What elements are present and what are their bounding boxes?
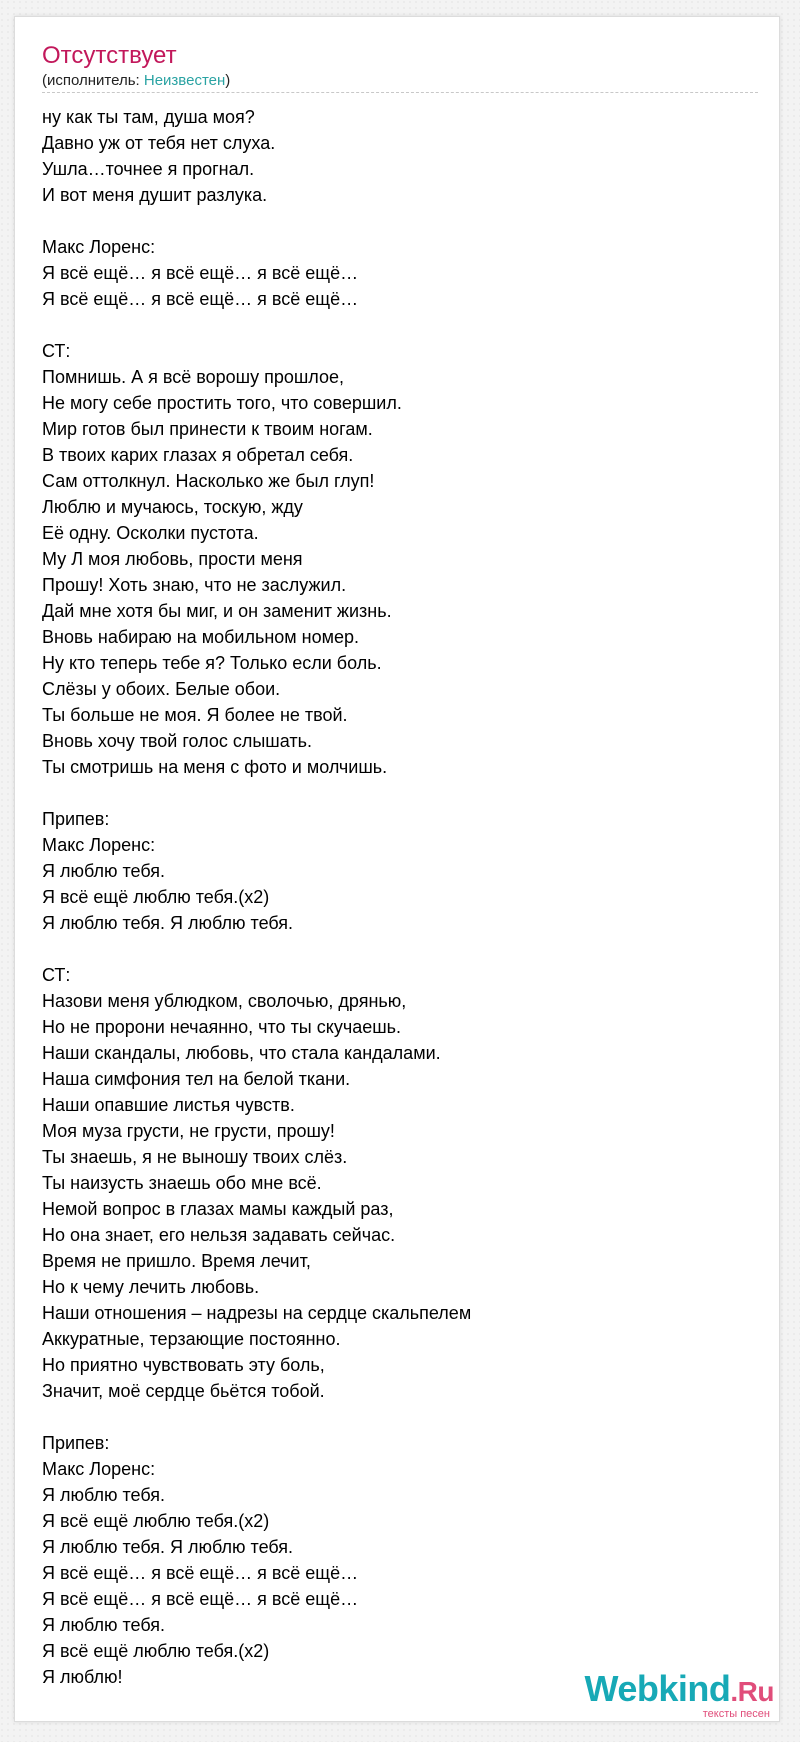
logo-tagline: тексты песен	[702, 1708, 770, 1720]
artist-link[interactable]: Неизвестен	[143, 72, 226, 89]
artist-suffix: )	[225, 72, 231, 89]
song-title: Отсутствует	[42, 42, 177, 69]
logo-wordmark	[584, 1668, 774, 1710]
lyrics-text: ну как ты там, душа моя? Давно уж от тебя нет слуха. Ушла…точнее я прогнал. И вот меня душит разлука. Макс Лоренс: Я всё ещё… я всё ещё… я всё ещё… Я всё ещё… я всё ещё… я всё ещё… СТ: Помнишь. А я всё ворошу прошлое, Не могу себе простить того, что совершил. Мир готов был принести к твоим ногам. В твоих карих глазах я обретал себя. Сам оттолкнул. Насколько же был глуп! Люблю и мучаюсь, тоскую, жду Её одну. Осколки пустота. Му Л моя любовь, прости меня Прошу! Хоть знаю, что не заслужил. Дай мне хотя бы миг, и он заменит жизнь. Вновь набираю на мобильном номер. Ну кто теперь тебе я? Только если боль. Слёзы у обоих. Белые обои. Ты больше не моя. Я более не твой. Вновь хочу твой голос слышать. Ты смотришь на меня с фото и молчишь. Припев: Макс Лоренс: Я люблю тебя. Я всё ещё люблю тебя.(x2) Я люблю тебя. Я люблю тебя. СТ: Назови меня ублюдком, сволочью, дрянью, Но не пророни нечаянно, что ты скучаешь. Наши скандалы, любовь, что стала кандалами. Наша симфония тел на белой ткани. Наши опавшие листья чувств. Моя муза грусти, не грусти, прошу! Ты знаешь, я не выношу твоих слёз. Ты наизусть знаешь обо мне всё. Немой вопрос в глазах мамы каждый раз, Но она знает, его нельзя задавать сейчас. Время не пришло. Время лечит, Но к чему лечить любовь. Наши отношения – надрезы на сердце скальпелем Аккуратные, терзающие постоянно. Но приятно чувствовать эту боль, Значит, моё сердце бьётся тобой. Припев: Макс Лоренс: Я люблю тебя. Я всё ещё люблю тебя.(x2) Я люблю тебя. Я люблю тебя. Я всё ещё… я всё ещё… я всё ещё… Я всё ещё… я всё ещё… я всё ещё… Я люблю тебя. Я всё ещё люблю тебя.(x2) Я люблю!	[42, 107, 472, 1687]
artist-line	[42, 72, 230, 90]
logo-domain-text: .Ru	[730, 1676, 774, 1707]
webkind-logo[interactable]	[584, 1668, 774, 1720]
artist-prefix: (исполнитель:	[42, 72, 144, 89]
title-divider	[42, 92, 758, 93]
logo-main-text: Webkind	[584, 1668, 731, 1709]
